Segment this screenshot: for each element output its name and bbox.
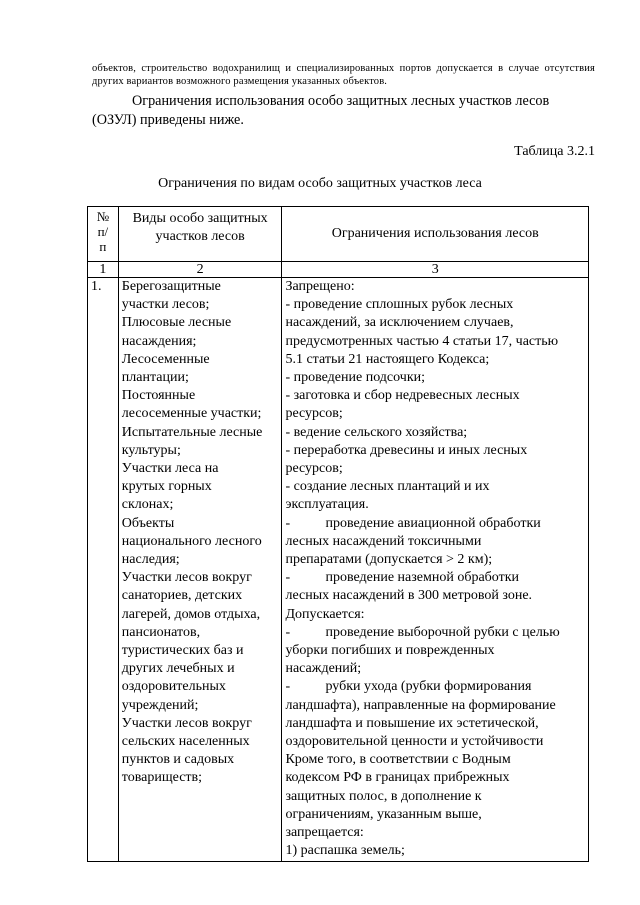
restrictions-table: [87, 206, 589, 862]
top-paragraph: объектов, строительство водохранилищ и специализированных портов допускается в случае отсутствия других вариантов возможного размещения указанных объектов.: [92, 63, 595, 87]
table-header-row: [88, 207, 589, 262]
row-kinds: Берегозащитные участки лесов; Плюсовые лесные насаждения; Лесосеменные плантации; Постоянные лесосеменные участки; Испытательные лесные культуры; Участки леса на крутых горных склонах; Объекты национального лесного наследия; Участки лесов вокруг санаториев, детских лагерей, домов отдыха, пансионатов, туристических баз и других лечебных и оздоровительных учреждений; Участки лесов вокруг сельских населенных пунктов и садовых товариществ;: [118, 278, 282, 862]
header-kinds: Виды особо защитных участков лесов: [118, 207, 282, 262]
header-limits: Ограничения использования лесов: [282, 207, 589, 262]
index-cell: 2: [118, 262, 282, 278]
row-number: 1.: [88, 278, 119, 862]
intro-line-1: Ограничения использования особо защитных лесных участков лесов: [132, 93, 550, 109]
header-number: № п/ п: [88, 207, 119, 262]
intro-line-2: (ОЗУЛ) приведены ниже.: [92, 112, 244, 128]
table-index-row: [88, 262, 589, 278]
row-limits: Запрещено: - проведение сплошных рубок лесных насаждений, за исключением случаев, предусмотренных частью 4 статьи 17, частью 5.1 статьи 21 настоящего Кодекса; - проведение подсочки; - заготовка и сбор недревесных лесных ресурсов; - ведение сельского хозяйства; - переработка древесины и иных лесных ресурсов; - создание лесных плантаций и их эксплуатация. - проведение авиационной обработки лесных насаждений токсичными препаратами (допускается > 2 км); - проведение наземной обработки лесных насаждений в 300 метровой зоне. Допускается: - проведение выборочной рубки с целью уборки погибших и поврежденных насаждений; - рубки ухода (рубки формирования ландшафта), направленные на формирование ландшафта и повышение их эстетической, оздоровительной ценности и устойчивости Кроме того, в соответствии с Водным кодексом РФ в границах прибрежных защитных полос, в дополнение к ограничениям, указанным выше, запрещается: 1) распашка земель;: [282, 278, 589, 862]
table-row: [88, 278, 589, 862]
intro-paragraph: [92, 92, 595, 130]
table-number: Таблица 3.2.1: [514, 144, 595, 159]
index-cell: 1: [88, 262, 119, 278]
index-cell: 3: [282, 262, 589, 278]
table-title: Ограничения по видам особо защитных участков леса: [158, 176, 482, 191]
